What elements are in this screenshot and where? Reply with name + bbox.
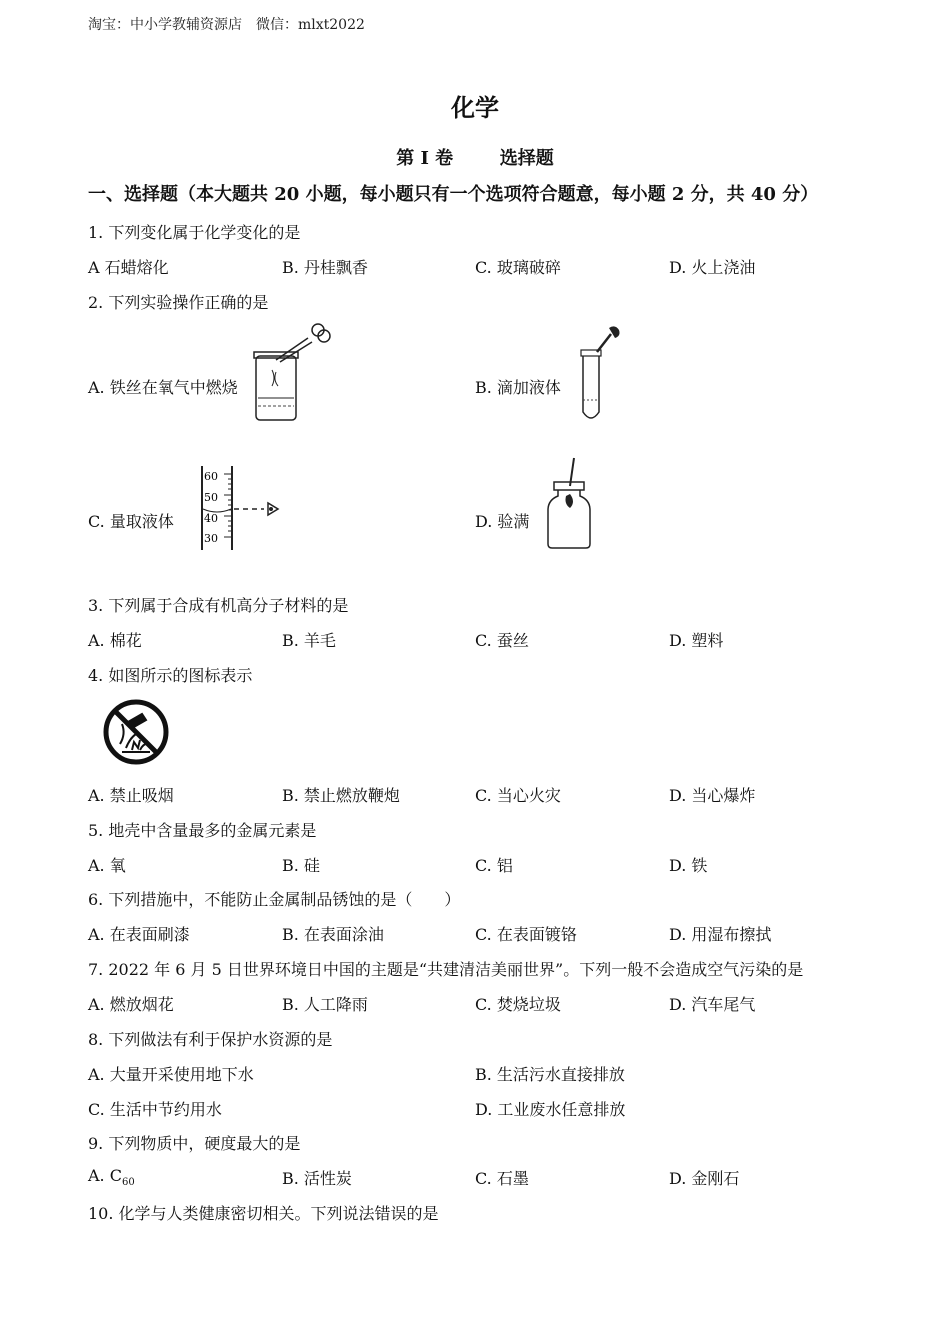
q4-option-b: B. 禁止燃放鞭炮	[282, 786, 400, 805]
q7-option-c: C. 焚烧垃圾	[475, 995, 561, 1014]
q3-option-a: A. 棉花	[88, 631, 142, 650]
q2-option-d: D. 验满	[475, 512, 530, 531]
q9-option-b: B. 活性炭	[282, 1169, 352, 1188]
q2-option-c: C. 量取液体	[88, 512, 174, 531]
q6-option-b: B. 在表面涂油	[282, 925, 384, 944]
question-8: 8. 下列做法有利于保护水资源的是	[88, 1030, 333, 1049]
q5-option-b: B. 硅	[282, 856, 320, 875]
page-title: 化学	[451, 93, 499, 122]
q8-option-c: C. 生活中节约用水	[88, 1100, 222, 1119]
q1-option-d: D. 火上浇油	[669, 258, 756, 277]
section-heading: 一、选择题（本大题共 20 小题，每小题只有一个选项符合题意，每小题 2 分，共 40 分）	[88, 184, 819, 205]
question-2: 2. 下列实验操作正确的是	[88, 293, 269, 312]
q9-option-a	[88, 1166, 135, 1188]
q5-option-a: A. 氧	[88, 856, 126, 875]
q5-option-c: C. 铝	[475, 856, 513, 875]
q6-option-d: D. 用湿布擦拭	[669, 925, 772, 944]
question-10: 10. 化学与人类健康密切相关。下列说法错误的是	[88, 1204, 439, 1223]
question-1: 1. 下列变化属于化学变化的是	[88, 223, 301, 242]
q9-option-a-prefix: A. C	[88, 1166, 122, 1185]
question-6: 6. 下列措施中，不能防止金属制品锈蚀的是（ ）	[88, 890, 461, 909]
q6-option-a: A. 在表面刷漆	[88, 925, 190, 944]
q7-option-a: A. 燃放烟花	[88, 995, 174, 1014]
cylinder-tick-50: 50	[204, 491, 218, 504]
q1-option-a: A 石蜡熔化	[88, 258, 169, 277]
part-label: 第 I 卷	[396, 148, 454, 169]
q3-option-b: B. 羊毛	[282, 631, 336, 650]
q2-option-b: B. 滴加液体	[475, 378, 561, 397]
q8-option-b: B. 生活污水直接排放	[475, 1065, 625, 1084]
dropper-test-tube-figure	[575, 322, 635, 426]
cylinder-tick-30: 30	[204, 532, 218, 545]
part-heading	[0, 144, 950, 170]
q3-option-c: C. 蚕丝	[475, 631, 529, 650]
cylinder-tick-40: 40	[204, 512, 218, 525]
q9-option-d: D. 金刚石	[669, 1169, 740, 1188]
q2-option-a: A. 铁丝在氧气中燃烧	[88, 378, 238, 397]
q9-option-c: C. 石墨	[475, 1169, 529, 1188]
q6-option-c: C. 在表面镀铬	[475, 925, 577, 944]
q3-option-d: D. 塑料	[669, 631, 724, 650]
question-4: 4. 如图所示的图标表示	[88, 666, 253, 685]
q1-option-c: C. 玻璃破碎	[475, 258, 561, 277]
q8-option-d: D. 工业废水任意排放	[475, 1100, 626, 1119]
graduated-cylinder-figure	[190, 462, 290, 552]
question-5: 5. 地壳中含量最多的金属元素是	[88, 821, 317, 840]
q1-option-b: B. 丹桂飘香	[282, 258, 368, 277]
q8-option-a: A. 大量开采使用地下水	[88, 1065, 254, 1084]
no-fireworks-sign-icon	[102, 698, 170, 766]
q9-option-a-subscript: 60	[121, 1177, 135, 1189]
q4-option-d: D. 当心爆炸	[669, 786, 756, 805]
question-3: 3. 下列属于合成有机高分子材料的是	[88, 596, 349, 615]
gas-bottle-full-check-figure	[540, 456, 600, 552]
q7-option-d: D. 汽车尾气	[669, 995, 756, 1014]
q5-option-d: D. 铁	[669, 856, 708, 875]
question-7: 7. 2022 年 6 月 5 日世界环境日中国的主题是“共建清洁美丽世界”。下列一般不会造成空气污染的是	[88, 960, 804, 979]
question-9: 9. 下列物质中，硬度最大的是	[88, 1134, 301, 1153]
q4-option-a: A. 禁止吸烟	[88, 786, 174, 805]
page-header: 淘宝：中小学教辅资源店 微信：mlxt2022	[88, 17, 365, 33]
iron-wire-burning-figure	[248, 318, 338, 424]
q4-option-c: C. 当心火灾	[475, 786, 561, 805]
cylinder-tick-60: 60	[204, 470, 218, 483]
part-name: 选择题	[499, 148, 554, 169]
q7-option-b: B. 人工降雨	[282, 995, 368, 1014]
